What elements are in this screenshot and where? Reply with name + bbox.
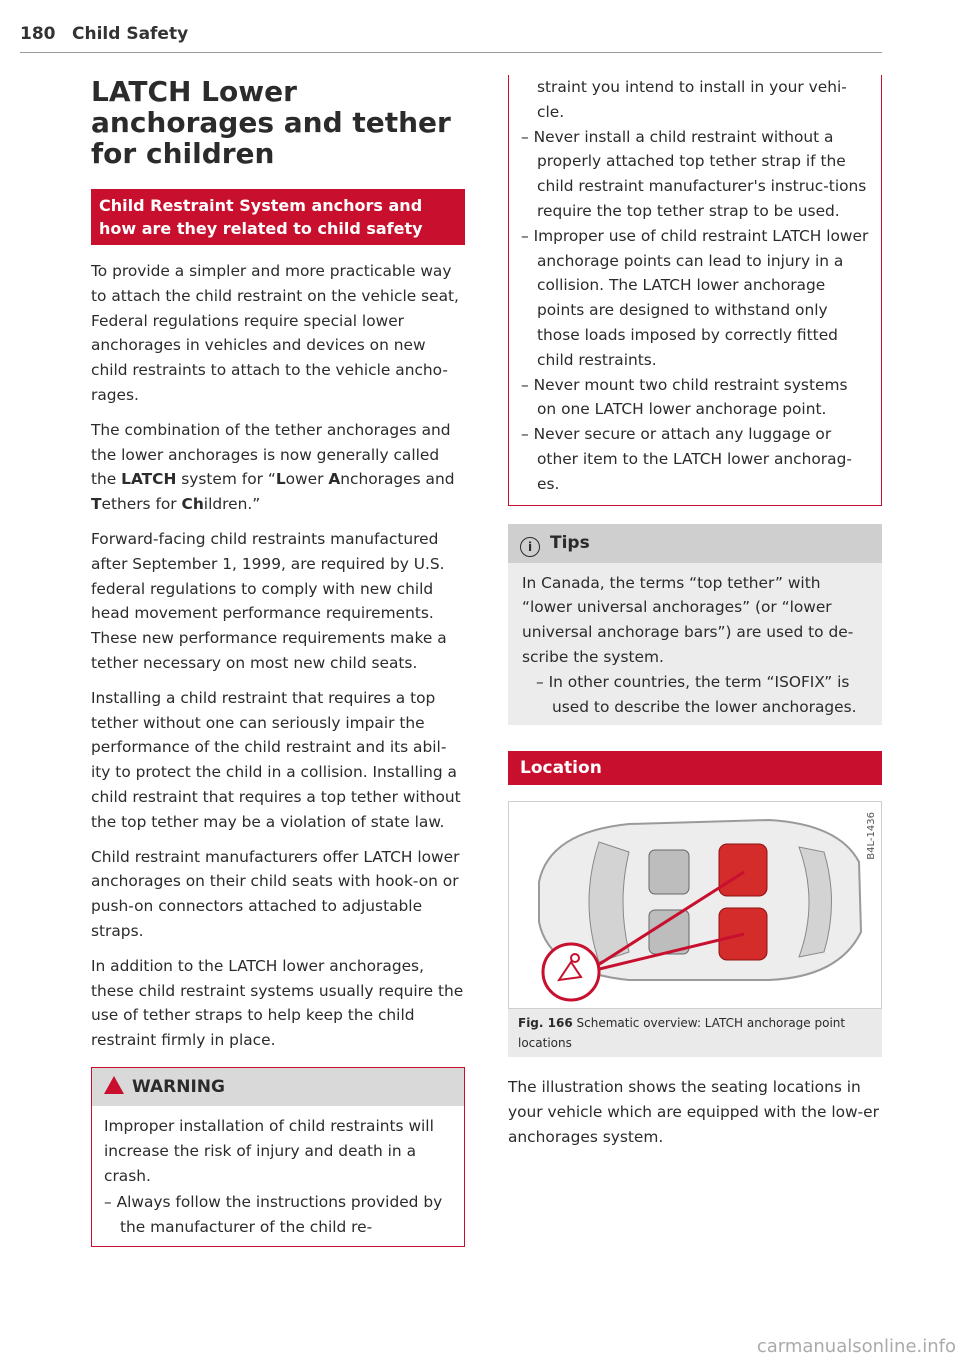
paragraph-5: Child restraint manufacturers offer LATCH lower anchorages on their child seats with hook-on or push-on connectors attached to adjustable straps. bbox=[91, 847, 460, 940]
tips-body bbox=[508, 563, 882, 720]
paragraph-6: In addition to the LATCH lower anchorages, these child restraint systems usually require the use of tether straps to help keep the child restraint firmly in place. bbox=[91, 956, 464, 1050]
warning-body bbox=[92, 1106, 464, 1247]
caption-text: Schematic overview: LATCH anchorage point locations bbox=[518, 1016, 846, 1051]
warning-cont-text: straint you intend to install in your vehi-cle. bbox=[537, 78, 847, 121]
car-diagram-figure bbox=[508, 801, 882, 1009]
warning-item: – Never install a child restraint without a properly attached top tether strap if the child restraint manufacturer's instruc-tions require the top tether strap to be used. bbox=[521, 127, 867, 220]
page-title: LATCH Lower anchorages and tether for children bbox=[91, 75, 451, 170]
warning-continuation bbox=[508, 75, 882, 506]
tips-text: In Canada, the terms “top tether” with “lower universal anchorages” (or “lower universal anchorage bars”) are used to de-scribe the system. bbox=[522, 573, 854, 666]
warning-text: Improper installation of child restraints will increase the risk of injury and death in a crash. bbox=[104, 1116, 434, 1185]
warning-box bbox=[91, 1067, 465, 1247]
info-icon: i bbox=[520, 537, 540, 557]
left-column bbox=[91, 76, 465, 1247]
tips-header bbox=[508, 524, 882, 563]
car-schematic-illustration bbox=[509, 802, 881, 1006]
right-column bbox=[508, 76, 882, 1160]
warning-item: – Never mount two child restraint systems on one LATCH lower anchorage point. bbox=[521, 375, 848, 419]
paragraph-1: To provide a simpler and more practicable way to attach the child restraint on the vehicle seat, Federal regulations require special lower anchorages in vehicles and devices on new child restraints to attach to the vehicle ancho-rages. bbox=[91, 262, 459, 404]
paragraph-4: Installing a child restraint that requires a top tether without one can seriously impair the performance of the child restraint and its abil-ity to protect the child in a collision. Installing a child restraint that requires a top tether without the top tether may be a violation of state law. bbox=[91, 688, 461, 831]
tips-box bbox=[508, 524, 882, 726]
warning-header bbox=[92, 1068, 464, 1106]
warning-title: WARNING bbox=[132, 1076, 225, 1097]
watermark: carmanualsonline.info bbox=[756, 1336, 956, 1357]
page-number: 180 bbox=[20, 24, 56, 44]
figure-caption bbox=[508, 1009, 882, 1057]
page-header bbox=[20, 24, 882, 53]
warning-item: – Always follow the instructions provided by the manufacturer of the child re- bbox=[104, 1193, 443, 1237]
warning-item: – Improper use of child restraint LATCH lower anchorage points can lead to injury in a collision. The LATCH lower anchorage points are designed to withstand only those loads imposed by correctly fitted child restraints. bbox=[521, 226, 869, 369]
section-title: Child Safety bbox=[72, 24, 189, 44]
warning-triangle-icon bbox=[104, 1076, 124, 1094]
tips-item: – In other countries, the term “ISOFIX” is used to describe the lower anchorages. bbox=[536, 672, 857, 716]
illustration-description: The illustration shows the seating locations in your vehicle which are equipped with the low-er anchorages system. bbox=[508, 1078, 879, 1146]
location-heading: Location bbox=[508, 751, 882, 785]
figure-code: B4L-1436 bbox=[866, 812, 877, 861]
paragraph-2: The combination of the tether anchorages and the lower anchorages is now generally called the LATCH system for “Lower Anchorages and Tethers for Children.” bbox=[91, 420, 455, 514]
tips-title: Tips bbox=[550, 532, 590, 553]
caption-label: Fig. 166 bbox=[518, 1016, 573, 1031]
warning-item: – Never secure or attach any luggage or other item to the LATCH lower anchorag-es. bbox=[521, 425, 852, 493]
subheading-bar: Child Restraint System anchors and how are they related to child safety bbox=[91, 189, 465, 245]
paragraph-3: Forward-facing child restraints manufactured after September 1, 1999, are required by U.S. federal regulations to comply with new child head movement performance requirements. These new performance requirements make a tether necessary on most new child seats. bbox=[91, 529, 447, 672]
